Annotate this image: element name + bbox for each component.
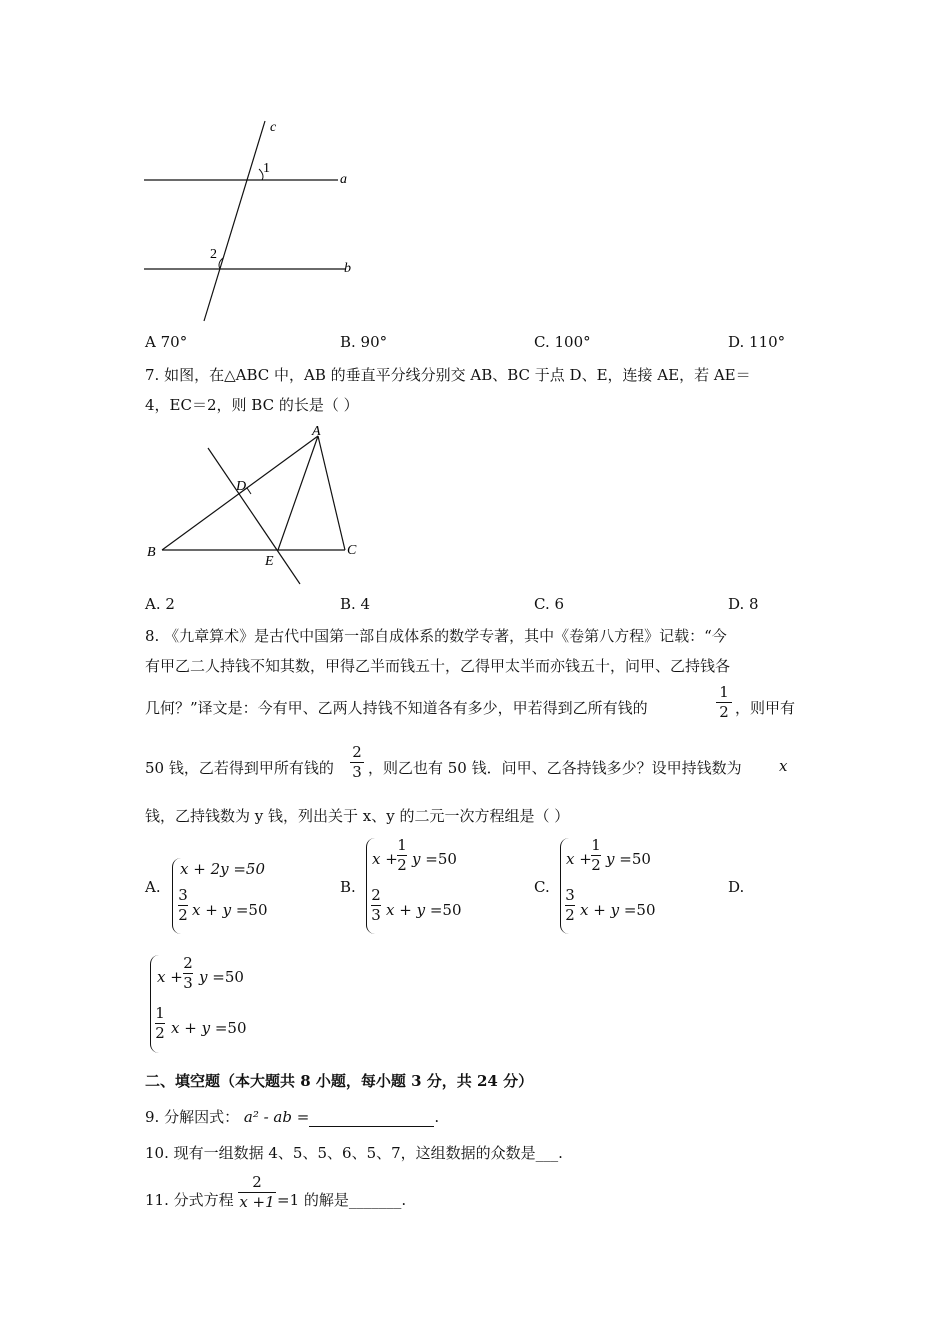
q11-fraction: 2 x +1 <box>239 1173 275 1211</box>
q9: 9. 分解因式： a² - ab = . <box>145 1108 440 1126</box>
label-B: B <box>147 545 156 560</box>
option-d-eq1-y: y =50 <box>199 968 244 986</box>
option-a-frac: 3 2 <box>178 886 188 924</box>
label-c: c <box>270 120 277 135</box>
q8-line3-a: 几何？”译文是：今有甲、乙两人持钱不知道各有多少，甲若得到乙所有钱的 <box>145 699 648 717</box>
triangle-figure <box>140 420 370 590</box>
parallel-lines-figure <box>140 115 370 325</box>
label-1: 1 <box>263 161 270 176</box>
option-c-eq2: x + y =50 <box>580 901 656 919</box>
q8-option-a-label: A. <box>145 878 161 896</box>
q8-line3-b: ，则甲有 <box>735 699 796 717</box>
q8-line4-a: 50 钱，乙若得到甲所有钱的 <box>145 759 334 777</box>
q7-text-line2: 4，EC＝2，则 BC 的长是（ ） <box>145 396 359 414</box>
q8-text-line5: 钱，乙持钱数为 y 钱，列出关于 x、y 的二元一次方程组是（ ） <box>145 807 570 825</box>
q8-option-b-label: B. <box>340 878 356 896</box>
q10: 10. 现有一组数据 4、5、5、6、5、7，这组数据的众数是___. <box>145 1144 563 1162</box>
q8-line4-x: x <box>779 757 788 775</box>
option-a-eq1: x + 2y =50 <box>180 860 266 878</box>
option-d-eq1-x: x + <box>157 968 183 986</box>
option-d-eq2: x + y =50 <box>171 1019 247 1037</box>
q11-suffix: =1 的解是_______. <box>277 1191 407 1209</box>
q8-option-d-label: D. <box>728 878 745 896</box>
label-A: A <box>312 424 321 439</box>
option-d-frac1: 2 3 <box>183 954 193 992</box>
fraction-two-thirds: 2 3 <box>350 745 364 780</box>
option-c-frac2: 3 2 <box>565 886 575 924</box>
label-2: 2 <box>210 247 217 262</box>
q8-text-line2: 有甲乙二人持钱不知其数，甲得乙半而钱五十，乙得甲太半而亦钱五十，问甲、乙持钱各 <box>145 657 731 675</box>
option-c-eq1-y: y =50 <box>606 850 651 868</box>
q11-prefix: 11. 分式方程 <box>145 1191 234 1209</box>
q7-option-b: B. 4 <box>340 595 371 613</box>
q6-option-d: D. 110° <box>728 333 786 351</box>
q7-option-a: A. 2 <box>145 595 175 613</box>
option-d-frac2: 1 2 <box>155 1004 165 1042</box>
label-E: E <box>265 554 274 569</box>
q6-option-a: A 70° <box>145 333 188 351</box>
q7-option-c: C. 6 <box>534 595 565 613</box>
q8-option-c-label: C. <box>534 878 550 896</box>
option-c-eq1-x: x + <box>566 850 592 868</box>
q8-text-line3 <box>145 697 648 718</box>
label-C: C <box>347 543 357 558</box>
option-b-frac2: 2 3 <box>371 886 381 924</box>
fraction-one-half: 1 2 <box>716 685 732 720</box>
option-b-frac1: 1 2 <box>397 836 407 874</box>
label-b: b <box>344 261 351 276</box>
section-title: 二、填空题（本大题共 8 小题，每小题 3 分，共 24 分） <box>145 1072 534 1090</box>
label-D: D <box>236 479 247 494</box>
q7-text-line1: 7. 如图，在△ABC 中，AB 的垂直平分线分别交 AB、BC 于点 D、E，连接 AE，若 AE＝ <box>145 366 751 384</box>
q8-text-line1: 8. 《九章算术》是古代中国第一部自成体系的数学专著，其中《卷第八方程》记载：“今 <box>145 627 727 645</box>
option-c-frac1: 1 2 <box>591 836 601 874</box>
option-b-eq1-x: x + <box>372 850 398 868</box>
option-b-eq1-y: y =50 <box>412 850 457 868</box>
label-a: a <box>340 172 347 187</box>
option-a-eq2: x + y =50 <box>192 901 268 919</box>
q8-line4-b: ，则乙也有 50 钱．问甲、乙各持钱多少？设甲持钱数为 <box>368 759 742 777</box>
option-b-eq2: x + y =50 <box>386 901 462 919</box>
q6-option-c: C. 100° <box>534 333 591 351</box>
q6-option-b: B. 90° <box>340 333 388 351</box>
q7-option-d: D. 8 <box>728 595 759 613</box>
